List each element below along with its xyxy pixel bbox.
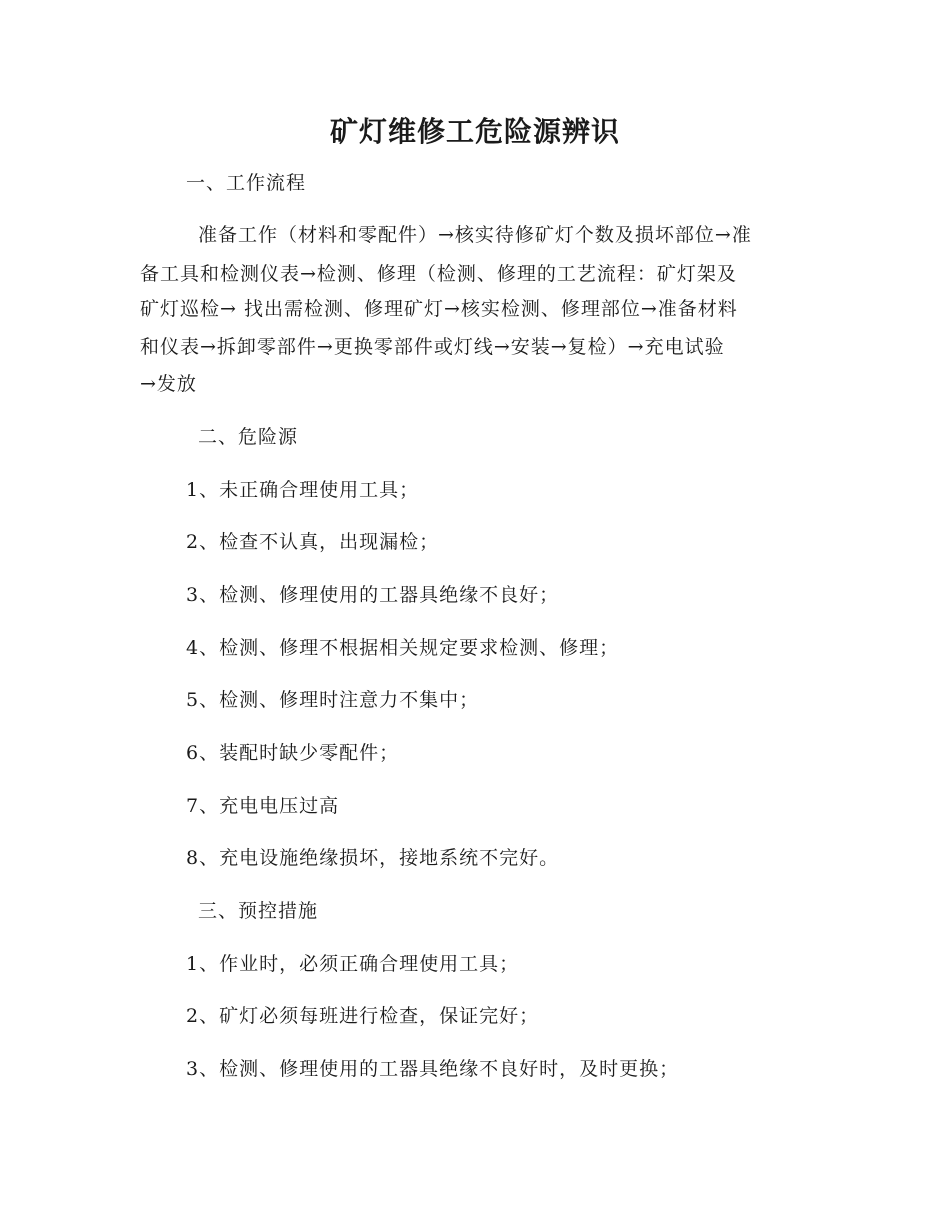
paragraph-line-1: 准备工作（材料和零配件）→核实待修矿灯个数及损坏部位→准: [178, 224, 752, 246]
list-item: 7、充电电压过高: [186, 795, 340, 817]
list-item: 3、检测、修理使用的工器具绝缘不良好；: [186, 584, 560, 606]
list-item: 5、检测、修理时注意力不集中；: [186, 689, 480, 711]
section-heading-controls: 三、预控措施: [198, 900, 319, 922]
list-item: 3、检测、修理使用的工器具绝缘不良好时，及时更换；: [186, 1058, 680, 1080]
list-item: 1、作业时，必须正确合理使用工具；: [186, 953, 520, 975]
list-item: 1、未正确合理使用工具；: [186, 479, 420, 501]
list-item: 4、检测、修理不根据相关规定要求检测、修理；: [186, 637, 620, 659]
paragraph-line-5: →发放: [140, 373, 197, 395]
list-item: 8、充电设施绝缘损坏，接地系统不完好。: [186, 847, 560, 869]
paragraph-line-4: 和仪表→拆卸零部件→更换零部件或灯线→安装→复检）→充电试验: [140, 336, 725, 358]
list-item: 2、检查不认真，出现漏检；: [186, 531, 440, 553]
section-heading-hazards: 二、危险源: [198, 426, 299, 448]
list-item: 2、矿灯必须每班进行检查，保证完好；: [186, 1005, 540, 1027]
paragraph-line-3: 矿灯巡检→ 找出需检测、修理矿灯→核实检测、修理部位→准备材料: [140, 298, 738, 320]
section-heading-workflow: 一、工作流程: [186, 172, 307, 194]
document-title: 矿灯维修工危险源辨识: [329, 115, 620, 148]
list-item: 6、装配时缺少零配件；: [186, 742, 400, 764]
paragraph-line-2: 备工具和检测仪表→检测、修理（检测、修理的工艺流程：矿灯架及: [140, 263, 737, 285]
